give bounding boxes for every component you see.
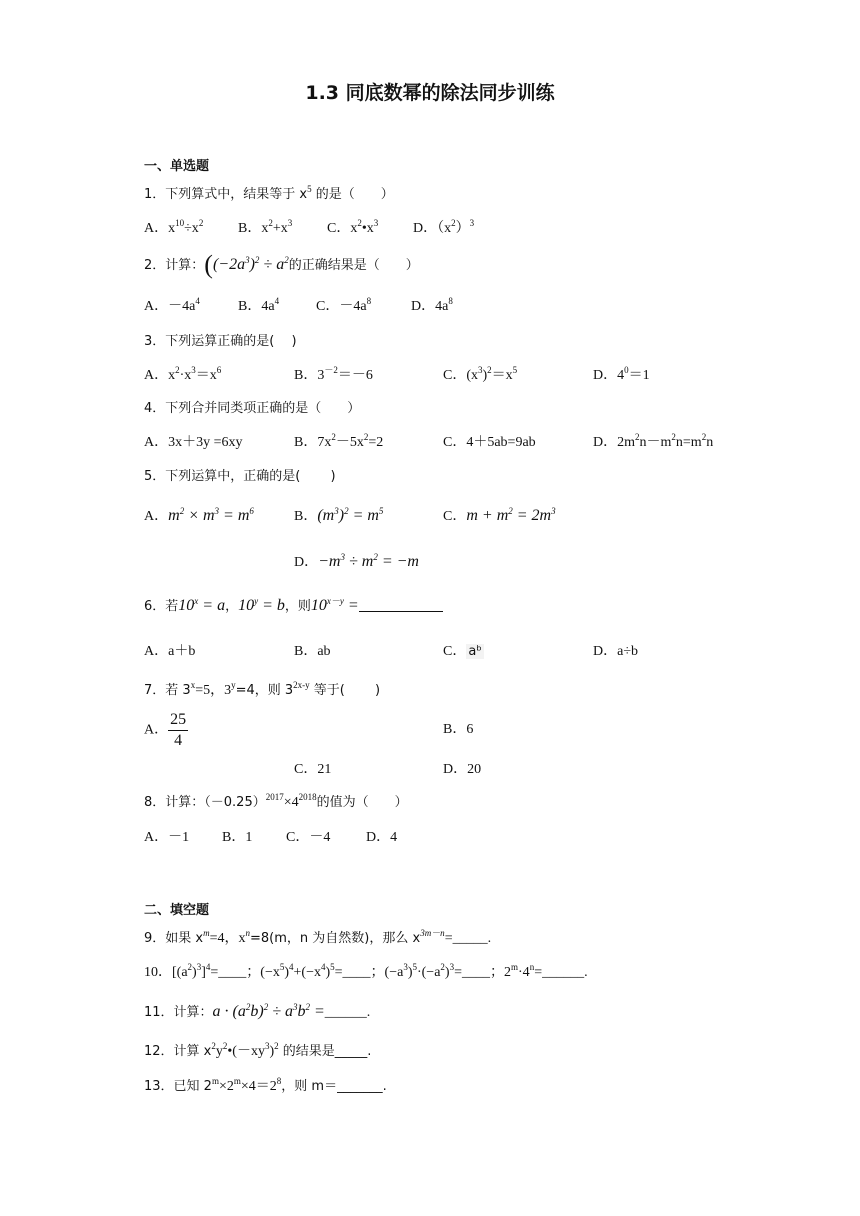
- question-7-stem: 7．若 $3^x=5$，$3^y=4$，则 $3^{2x-y}$ 等于( ): [144, 680, 381, 698]
- option-5c: C．$m + m^2 = 2m^3$: [443, 506, 556, 524]
- option-1c: C．$x^2•x^3$: [327, 218, 379, 236]
- option-4a: A．3x＋3y =6xy: [144, 435, 243, 450]
- option-8c: C．－4: [286, 830, 331, 845]
- option-2a: A．$-4a^4$: [144, 296, 200, 314]
- fraction-25-over-4: $\frac{25}{4}$: [170, 711, 187, 749]
- option-5a: A．$m^2 \times m^3 = m^6$: [144, 506, 254, 524]
- option-6c: C． aᵇ: [443, 644, 482, 659]
- question-13: 13．已知 $2^m\times 2^m\times 4=2^8$，则 m＝_______.: [144, 1076, 387, 1094]
- option-1b: B．$x^2+x^3$: [238, 218, 293, 236]
- option-4b: B．$7x^2-5x^2=2$: [294, 432, 384, 450]
- option-5b: B．$(m^3)^2 = m^5$: [294, 506, 384, 524]
- option-1d: D．$(x^2)^3$: [413, 218, 475, 236]
- question-8-stem: 8．计算：$(-0.25)^{2017}\times 4^{2018}$的值为（ ）: [144, 792, 408, 810]
- question-12: 12．计算 $x^2y^2•(-xy^3)^2$ 的结果是_____.: [144, 1041, 372, 1059]
- question-10: 10．$[(a^2)^3]^4=\_\_\_\_$；$(-x^5)^4+(-x^4)^5=\_\_\_\_$；$(-a^3)^5\cdot(-a^2)^3=\_\_\_\_$；$2^m\cdot 4^n=\_\_\_\_\_\_$.: [144, 962, 588, 980]
- option-6d: D．a÷b: [593, 644, 639, 659]
- option-8b: B．1: [222, 830, 253, 845]
- question-6-stem: 6．若$10^x = a$，$10^y = b$，则$10^{x-y}$ =: [144, 597, 443, 616]
- option-2c: C．$-4a^8$: [316, 296, 372, 314]
- option-8d: D．4: [366, 830, 398, 845]
- question-2-stem: 2．计算：($(-2a^3)^2 \div a^2$的正确结果是（ ）: [144, 250, 419, 279]
- option-7d: D．20: [443, 762, 482, 777]
- option-4d: D．$2m^2n-m^2n=m^2n$: [593, 432, 714, 450]
- option-5d: D．$-m^3 \div m^2 = -m$: [294, 552, 419, 570]
- section-heading-fill-blank: 二、填空题: [144, 903, 210, 918]
- option-3d: D．$4^0=1$: [593, 365, 650, 383]
- option-6a: A．a＋b: [144, 644, 196, 659]
- option-3a: A．$x^2\cdot x^3=x^6$: [144, 365, 222, 383]
- section-heading-single-choice: 一、单选题: [144, 159, 210, 174]
- option-4c: C．4＋5ab=9ab: [443, 435, 536, 450]
- question-5-stem: 5．下列运算中，正确的是( ): [144, 469, 336, 484]
- option-7c: C．21: [294, 762, 332, 777]
- question-4-stem: 4．下列合并同类项正确的是（ ）: [144, 401, 361, 416]
- answer-blank-6[interactable]: [359, 597, 443, 612]
- option-7b: B．6: [443, 722, 474, 737]
- question-1-stem: 1．下列算式中，结果等于 $x^5$ 的是（ ）: [144, 184, 394, 202]
- option-2d: D．$4a^8$: [411, 296, 453, 314]
- option-7a: A． $\frac{25}{4}$: [144, 711, 187, 749]
- option-6b: B．ab: [294, 644, 331, 659]
- option-3b: B．$3^{-2}=-6$: [294, 365, 373, 383]
- option-3c: C．$(x^3)^2=x^5$: [443, 365, 518, 383]
- question-3-stem: 3．下列运算正确的是( ): [144, 334, 297, 349]
- page-title: 1.3 同底数幂的除法同步训练: [305, 82, 555, 104]
- question-9: 9．如果 $x^m=4$，$x^n=8(m$，n 为自然数)，那么 $x^{3m-n}=\_\_\_\_\_$.: [144, 928, 492, 946]
- option-8a: A．－1: [144, 830, 190, 845]
- question-11: 11．计算：$a \cdot (a^2b)^2 \div a^3b^2$ =______.: [144, 1002, 371, 1020]
- a-power-b-image: aᵇ: [468, 644, 482, 659]
- option-1a: A．$x^{10}\div x^2$: [144, 218, 204, 236]
- option-2b: B．$4a^4$: [238, 296, 280, 314]
